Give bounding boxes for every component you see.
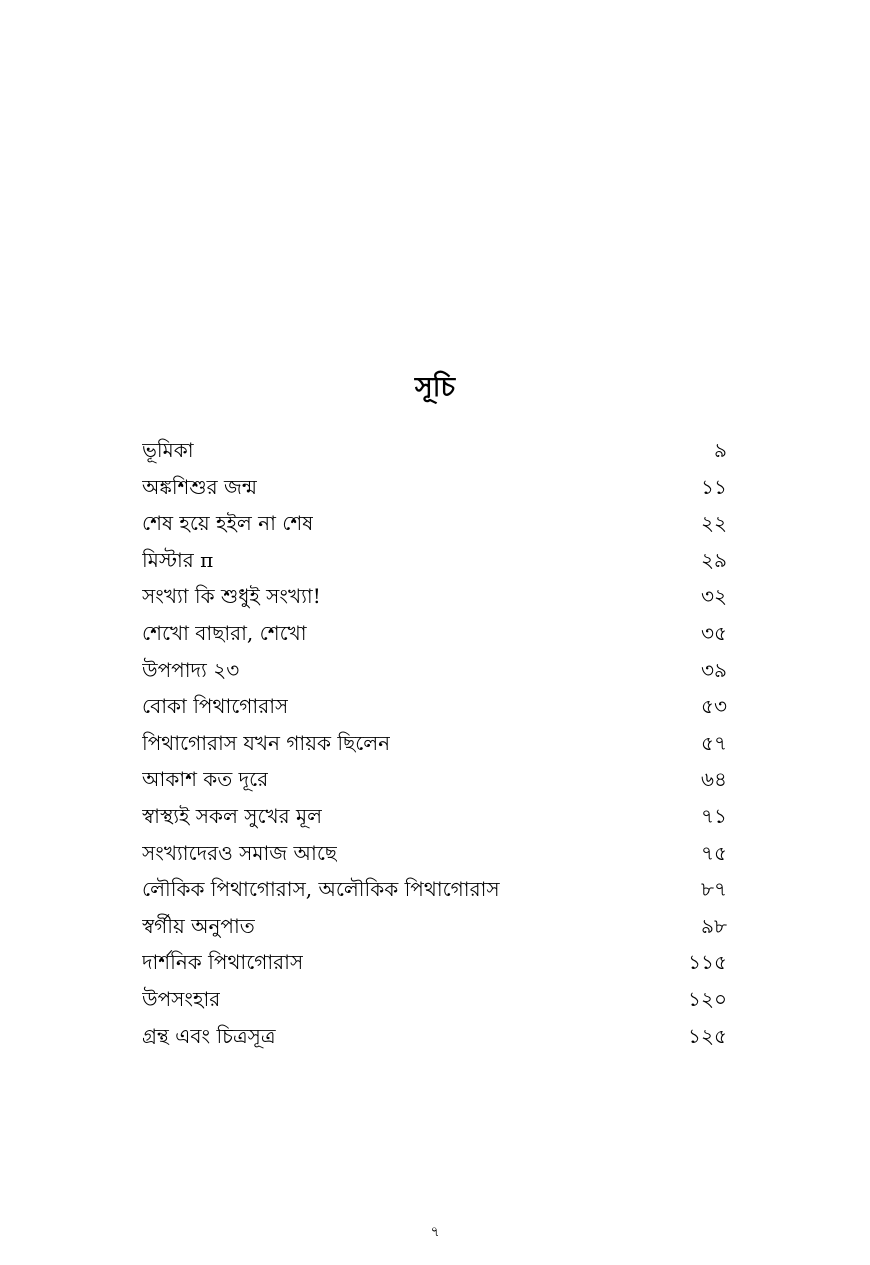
toc-entry-title: আকাশ কত দূরে — [142, 767, 269, 792]
toc-entry-title: মিস্টার π — [142, 547, 214, 572]
toc-entry-page: ৩৯ — [701, 657, 727, 682]
toc-entry[interactable] — [142, 981, 727, 1018]
toc-entry-page: ১২০ — [688, 986, 727, 1011]
page-number: ৭ — [430, 1224, 440, 1240]
toc-entry-page: ৮৭ — [701, 877, 727, 902]
toc-entry-title: সংখ্যা কি শুধুই সংখ্যা! — [142, 584, 321, 609]
toc-entry-title: অঙ্কশিশুর জন্ম — [142, 474, 257, 499]
toc-entry-title: স্বর্গীয় অনুপাত — [142, 913, 255, 938]
toc-entry[interactable] — [142, 908, 727, 945]
toc-entry[interactable] — [142, 652, 727, 689]
toc-entry[interactable] — [142, 835, 727, 872]
toc-entry-title: ভূমিকা — [142, 438, 194, 462]
toc-entry-title: দার্শনিক পিথাগোরাস — [142, 950, 304, 975]
toc-entry-title: উপপাদ্য ২৩ — [142, 657, 240, 682]
toc-entry-page: ৩২ — [700, 584, 727, 609]
toc-entry[interactable] — [142, 725, 727, 762]
toc-entry[interactable] — [142, 542, 727, 579]
toc-entry-title: স্বাস্থ্যই সকল সুখের মূল — [142, 803, 322, 828]
toc-entry-title: শেষ হয়ে হইল না শেষ — [142, 511, 314, 536]
table-of-contents — [142, 432, 727, 1054]
toc-entry-title: শেখো বাছারা, শেখো — [142, 620, 307, 645]
toc-entry-page: ৯৮ — [701, 913, 727, 938]
toc-entry[interactable] — [142, 1018, 727, 1055]
toc-entry[interactable] — [142, 615, 727, 652]
toc-entry-page: ৬৪ — [701, 767, 727, 792]
toc-entry-title: লৌকিক পিথাগোরাস, অলৌকিক পিথাগোরাস — [142, 877, 500, 902]
toc-entry-page: ১১৫ — [688, 950, 727, 975]
toc-entry[interactable] — [142, 578, 727, 615]
toc-entry[interactable] — [142, 432, 727, 469]
toc-entry[interactable] — [142, 761, 727, 798]
toc-entry[interactable] — [142, 798, 727, 835]
page-title: সূচি — [414, 372, 456, 403]
toc-entry-page: ২৯ — [701, 547, 727, 572]
toc-entry-page: ২২ — [700, 511, 727, 536]
toc-entry-page: ১১ — [701, 474, 727, 499]
toc-entry[interactable] — [142, 505, 727, 542]
toc-entry-page: ৩৫ — [701, 620, 727, 645]
toc-entry-page: ৯ — [714, 438, 727, 462]
toc-entry[interactable] — [142, 871, 727, 908]
toc-entry-page: ১২৫ — [688, 1023, 727, 1048]
toc-entry-title: পিথাগোরাস যখন গায়ক ছিলেন — [142, 730, 391, 755]
toc-entry[interactable] — [142, 688, 727, 725]
toc-entry-page: ৭৫ — [701, 840, 727, 865]
toc-entry[interactable] — [142, 469, 727, 506]
toc-entry-page: ৫৭ — [701, 730, 727, 755]
toc-entry-title: সংখ্যাদেরও সমাজ আছে — [142, 840, 338, 865]
toc-entry-page: ৫৩ — [701, 694, 727, 719]
toc-entry-title: বোকা পিথাগোরাস — [142, 694, 289, 719]
toc-entry-title: গ্রন্থ এবং চিত্রসূত্র — [142, 1023, 276, 1048]
toc-entry-title: উপসংহার — [142, 986, 221, 1011]
toc-entry[interactable] — [142, 944, 727, 981]
toc-entry-page: ৭১ — [701, 803, 727, 828]
